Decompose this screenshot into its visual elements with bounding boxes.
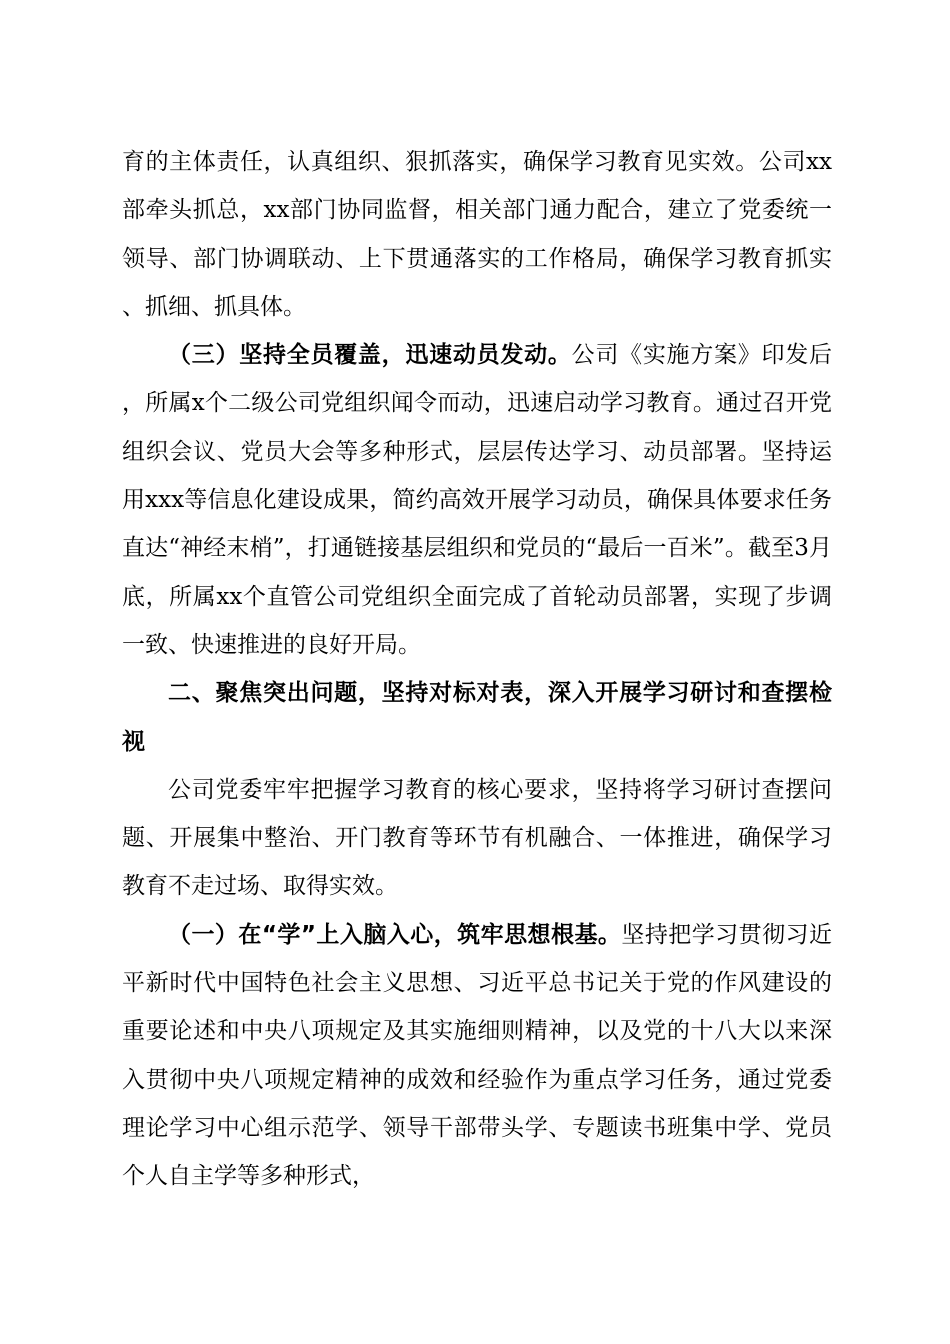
paragraph-body-text: 公司《实施方案》印发后，所属x个二级公司党组织闻令而动，迅速启动学习教育。通过召开党组织会议、党员大会等多种形式，层层传达学习、动员部署。坚持运用xxx等信息化建设成果，简约高效开展学习动员，确保具体要求任务直达“神经末梢”，打通链接基层组织和党员的“最后一百米”。截至3月底，所属xx个直管公司党组织全面完成了首轮动员部署，实现了步调一致、快速推进的良好开局。	[122, 342, 833, 658]
paragraph-section-intro: 公司党委牢牢把握学习教育的核心要求，坚持将学习研讨查摆问题、开展集中整治、开门教育等环节有机融合、一体推进，确保学习教育不走过场、取得实效。	[122, 776, 832, 900]
paragraph-lead-heading: （一）在“学”上入脑入心，筑牢思想根基。	[168, 921, 622, 948]
paragraph-body-text: 坚持把学习贯彻习近平新时代中国特色社会主义思想、习近平总书记关于党的作风建设的重要论述和中央八项规定及其实施细则精神，以及党的十八大以来深入贯彻中央八项规定精神的成效和经验作为重点学习任务，通过党委理论学习中心组示范学、领导干部带头学、专题读书班集中学、党员个人自主学等多种形式，	[122, 921, 833, 1190]
paragraph-subsection-one	[122, 911, 832, 1201]
paragraph-continuation: 育的主体责任，认真组织、狠抓落实，确保学习教育见实效。公司xx部牵头抓总，xx部门协同监督，相关部门通力配合，建立了党委统一领导、部门协调联动、上下贯通落实的工作格局，确保学习教育抓实、抓细、抓具体。	[122, 149, 832, 320]
paragraph-section-three	[122, 331, 832, 669]
document-body	[122, 138, 832, 1201]
section-heading: 二、聚焦突出问题，坚持对标对表，深入开展学习研讨和查摆检视	[122, 680, 832, 755]
paragraph-lead-heading: （三）坚持全员覆盖，迅速动员发动。	[168, 342, 572, 369]
